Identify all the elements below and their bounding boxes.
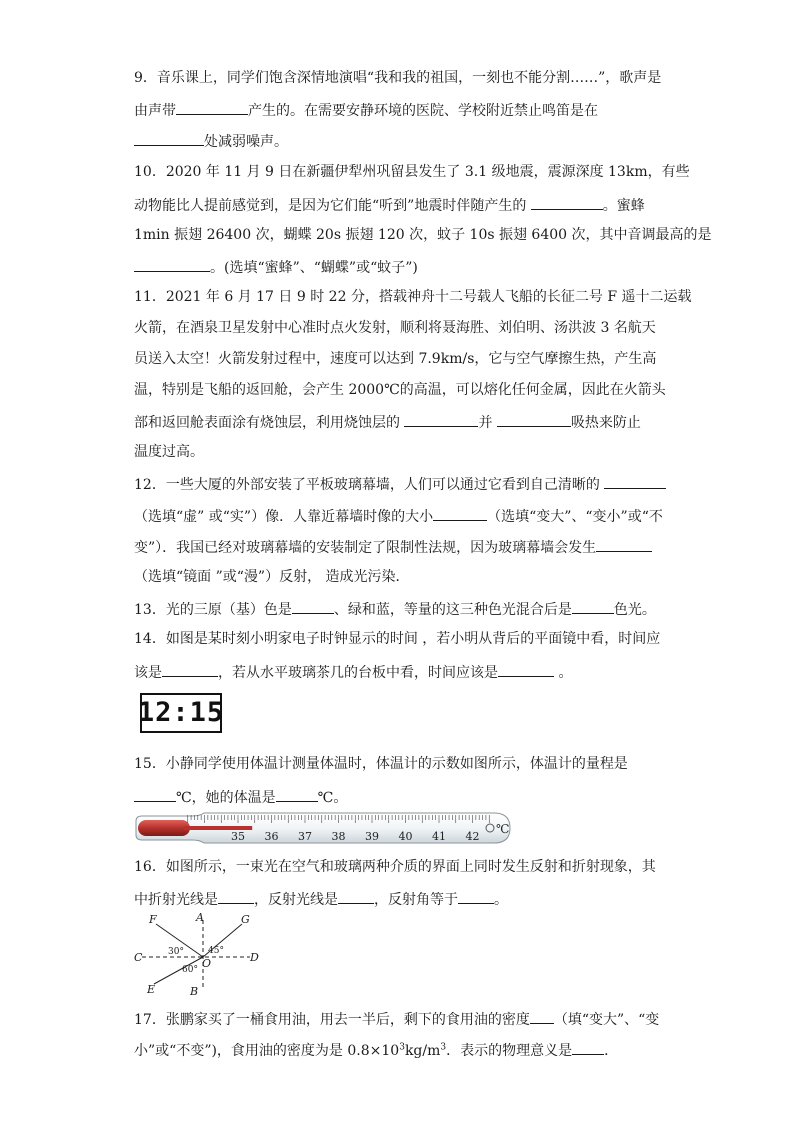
answer-blank[interactable] <box>134 786 176 802</box>
scale-number: 42 <box>465 830 480 843</box>
answer-blank[interactable] <box>530 1008 554 1024</box>
q10-line-1 <box>134 162 690 184</box>
q11-line-2 <box>134 318 656 340</box>
angle-30-label: 30° <box>168 947 184 957</box>
q16-text: 中折射光线是 <box>134 892 218 908</box>
label-C: C <box>134 951 143 964</box>
q14-text: 14．如图是某时刻小明家电子时钟显示的时间 ，若小明从背后的平面镜中看，时间应 <box>134 631 661 647</box>
q11-line-3 <box>134 349 656 371</box>
q16-text: ，反射光线是 <box>254 892 338 908</box>
q9-text: 处减弱噪声。 <box>204 134 288 150</box>
answer-blank[interactable] <box>162 661 218 677</box>
label-G: G <box>241 913 250 926</box>
thermometer-unit: ℃ <box>496 822 510 836</box>
q17-text: 小”或“不变”)，食用油的密度为是 0.8×10 <box>134 1043 400 1059</box>
q10-text: 。蜜蜂 <box>602 198 645 214</box>
q17-line-2 <box>134 1039 618 1061</box>
angle-45-label: 45° <box>208 946 224 956</box>
answer-blank[interactable] <box>134 256 210 272</box>
q14-text: 该是 <box>134 665 162 681</box>
q10-text: 10．2020 年 11 月 9 日在新疆伊犁州巩留县发生了 3.1 级地震，震源深度 13km，有些 <box>134 164 690 180</box>
q13-text: 、绿和蓝，等量的这三种色光混合后是 <box>333 602 572 618</box>
q11-line-1 <box>134 287 692 309</box>
q17-text: ．表示的物理意义是 <box>446 1043 573 1059</box>
q14-text: 。 <box>554 665 573 681</box>
superscript: 3 <box>440 1042 447 1053</box>
label-E: E <box>147 983 156 996</box>
answer-blank[interactable] <box>218 888 254 904</box>
q9-line-1 <box>134 68 661 90</box>
q12-text: （选填“变大”、“变小”或“不 <box>487 509 663 525</box>
q10-line-3 <box>134 225 712 247</box>
q10-text: 动物能比人提前感觉到，是因为它们能“听到”地震时伴随产生的 <box>134 198 527 214</box>
q11-line-6 <box>134 442 204 464</box>
q11-text: 温，特别是飞船的返回舱，会产生 2000℃的高温，可以熔化任何金属，因此在火箭头 <box>134 382 666 398</box>
answer-blank[interactable] <box>596 536 652 552</box>
label-O: O <box>202 957 212 970</box>
q14-text: ，若从水平玻璃茶几的台板中看，时间应该是 <box>218 665 498 681</box>
q10-text: 1min 振翅 26400 次，蝴蝶 20s 振翅 120 次，蚊子 10s 振翅 6400 次，其中音调最高的是 <box>134 227 712 243</box>
answer-blank[interactable] <box>531 194 603 210</box>
q13-text: 色光。 <box>613 602 656 618</box>
q15-text: ℃，她的体温是 <box>176 790 276 806</box>
q17-text: （填“变大”、“变 <box>553 1012 660 1028</box>
digital-clock-figure <box>137 693 225 733</box>
q11-text: 部和返回舱表面涂有烧蚀层，利用烧蚀层的 <box>134 415 400 431</box>
scale-number: 37 <box>298 830 312 843</box>
q11-line-5 <box>134 411 641 433</box>
q17-text: ． <box>604 1043 619 1059</box>
q15-line-2 <box>134 786 347 808</box>
q11-text: 吸热来防止 <box>570 415 641 431</box>
scale-number: 36 <box>264 830 279 843</box>
q17-text: 17．张鹏家买了一桶食用油，用去一半后，剩下的食用油的密度 <box>134 1012 530 1028</box>
q15-text: 15．小静同学使用体温计测量体温时，体温计的示数如图所示，体温计的量程是 <box>134 756 628 772</box>
q16-text: 16．如图所示，一束光在空气和玻璃两种介质的界面上同时发生反射和折射现象，其 <box>134 859 656 875</box>
scale-number: 39 <box>365 830 379 843</box>
angle-60-label: 60° <box>182 965 198 975</box>
q16-text: 。 <box>494 892 508 908</box>
scale-number: 35 <box>231 830 245 843</box>
q15-text: ℃。 <box>317 790 348 806</box>
q12-text: 变”）．我国已经对玻璃幕墙的安装制定了限制性法规，因为玻璃幕墙会发生 <box>134 540 597 556</box>
answer-blank[interactable] <box>176 99 248 115</box>
answer-blank[interactable] <box>458 888 494 904</box>
q10-line-2 <box>134 194 645 216</box>
thermometer-figure <box>134 812 514 844</box>
q14-line-1 <box>134 629 660 651</box>
q16-line-1 <box>134 857 656 879</box>
q17-text: kg/m <box>404 1043 441 1059</box>
answer-blank[interactable] <box>404 411 478 427</box>
q13-line-1 <box>134 598 656 620</box>
thermometer-bulb <box>138 820 190 836</box>
q9-text: 产生的。在需要安静环境的医院、学校附近禁止鸣笛是在 <box>248 103 598 119</box>
q16-line-2 <box>134 888 508 910</box>
q12-line-3 <box>134 536 652 558</box>
q14-line-2 <box>134 661 572 683</box>
answer-blank[interactable] <box>604 473 666 489</box>
q17-line-1 <box>134 1008 659 1030</box>
refraction-diagram <box>134 912 264 996</box>
q9-text: 由声带 <box>134 103 176 119</box>
q12-line-2 <box>134 505 663 527</box>
label-F: F <box>149 913 157 926</box>
q12-line-1 <box>134 473 666 495</box>
q12-text: （选填“镜面 ”或“漫”）反射， 造成光污染． <box>134 569 410 585</box>
answer-blank[interactable] <box>292 598 334 614</box>
scale-number: 40 <box>398 830 413 843</box>
q9-line-3 <box>134 130 288 152</box>
answer-blank[interactable] <box>497 411 571 427</box>
answer-blank[interactable] <box>572 1039 604 1055</box>
answer-blank[interactable] <box>134 130 204 146</box>
q10-text: 。(选填“蜜蜂”、“蝴蝶”或“蚊子”) <box>210 260 418 276</box>
scale-number: 38 <box>331 830 346 843</box>
q11-text: 并 <box>478 415 493 431</box>
answer-blank[interactable] <box>498 661 554 677</box>
q10-line-4 <box>134 256 418 278</box>
q11-text: 温度过高。 <box>134 444 204 460</box>
q11-text: 11．2021 年 6 月 17 日 9 时 22 分，搭载神舟十二号载人飞船的长征二号 F 遥十二运载 <box>134 289 692 305</box>
answer-blank[interactable] <box>572 598 614 614</box>
answer-blank[interactable] <box>338 888 374 904</box>
q12-text: （选填“虚” 或“实”）像．人靠近幕墙时像的大小 <box>134 509 434 525</box>
superscript: 3 <box>399 1042 405 1053</box>
q11-text: 火箭，在酒泉卫星发射中心准时点火发射，顺利将聂海胜、刘伯明、汤洪波 3 名航天 <box>134 320 656 336</box>
q9-line-2 <box>134 99 598 121</box>
q12-text: 12．一些大厦的外部安装了平板玻璃幕墙，人们可以通过它看到自己清晰的 <box>134 477 600 493</box>
q11-line-4 <box>134 380 666 402</box>
label-B: B <box>190 985 199 996</box>
answer-blank[interactable] <box>433 505 487 521</box>
answer-blank[interactable] <box>276 786 318 802</box>
label-A: A <box>196 912 204 924</box>
q12-line-4 <box>134 567 410 589</box>
q9-text: 9．音乐课上，同学们饱含深情地演唱“我和我的祖国，一刻也不能分割……”，歌声是 <box>134 70 662 86</box>
scale-number: 41 <box>432 830 446 843</box>
q15-line-1 <box>134 754 628 776</box>
clock-time: 12:15 <box>137 697 225 728</box>
label-D: D <box>250 951 259 964</box>
q16-text: ，反射角等于 <box>374 892 458 908</box>
q13-text: 13．光的三原（基）色是 <box>134 602 292 618</box>
q11-text: 员送入太空！火箭发射过程中，速度可以达到 7.9km/s，它与空气摩擦生热，产生高 <box>134 351 657 367</box>
